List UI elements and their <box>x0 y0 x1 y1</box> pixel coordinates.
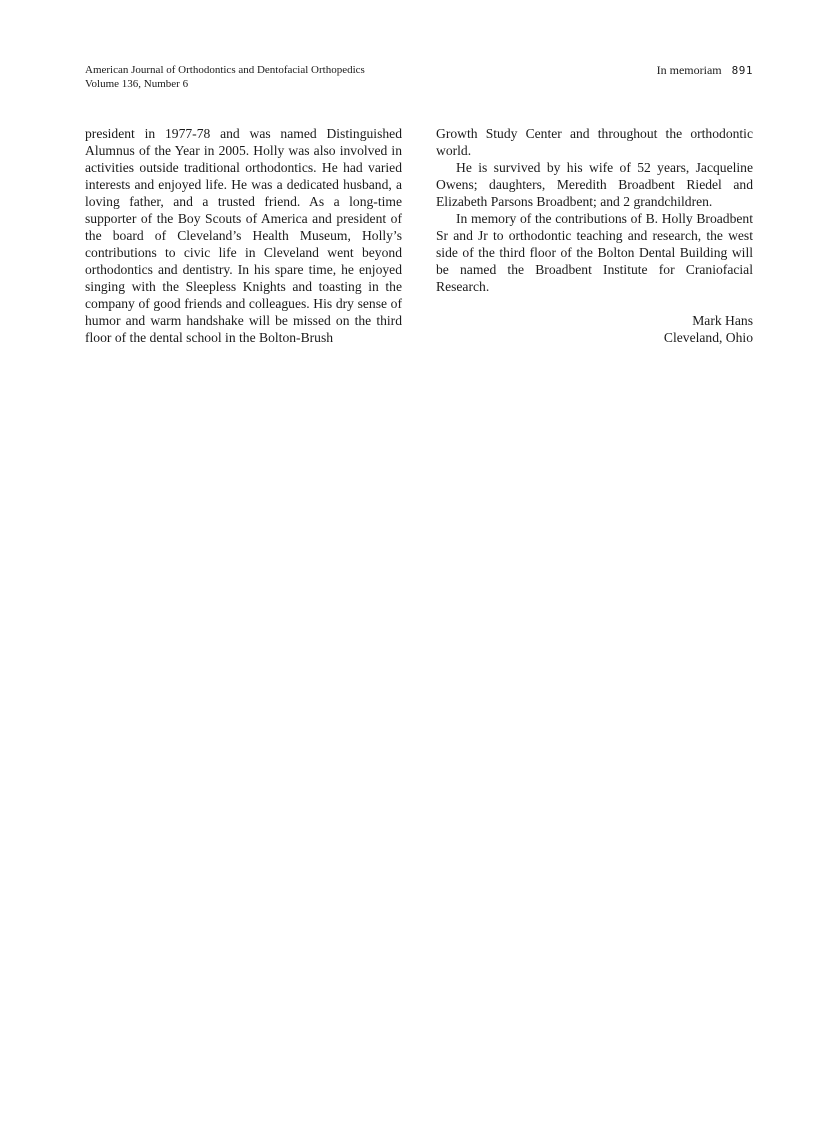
left-column <box>85 125 402 346</box>
body-paragraph: He is survived by his wife of 52 years, Jacqueline Owens; daughters, Meredith Broadbent Riedel and Elizabeth Parsons Broadbent; and 2 grandchildren. <box>436 160 753 209</box>
journal-volume: Volume 136, Number 6 <box>85 78 189 90</box>
page-number: 891 <box>731 64 753 77</box>
signature-block <box>436 312 753 346</box>
running-head-left <box>85 63 365 91</box>
author-location: Cleveland, Ohio <box>663 330 753 345</box>
body-paragraph: president in 1977-78 and was named Distinguished Alumnus of the Year in 2005. Holly was also involved in activities outside traditional orthodontics. He had varied interests and enjoyed life. He was a dedicated husband, a loving father, and a trusted friend. As a long-time supporter of the Boy Scouts of America and president of the board of Cleveland’s Health Museum, Holly’s contributions to civic life in Cleveland went beyond orthodontics and dentistry. In his spare time, he enjoyed singing with the Sleepless Knights and toasting in the company of good friends and colleagues. His dry sense of humor and warm handshake will be missed on the third floor of the dental school in the Bolton-Brush <box>85 126 402 345</box>
right-column <box>436 125 753 346</box>
body-paragraph: In memory of the contributions of B. Holly Broadbent Sr and Jr to orthodontic teaching and research, the west side of the third floor of the Bolton Dental Building will be named the Broadbent Institute for Craniofacial Research. <box>436 211 753 294</box>
running-head-right <box>657 63 753 78</box>
author-name: Mark Hans <box>692 313 753 328</box>
section-title: In memoriam <box>656 63 722 77</box>
body-paragraph: Growth Study Center and throughout the orthodontic world. <box>436 126 753 158</box>
journal-title: American Journal of Orthodontics and Dentofacial Orthopedics <box>85 64 365 76</box>
